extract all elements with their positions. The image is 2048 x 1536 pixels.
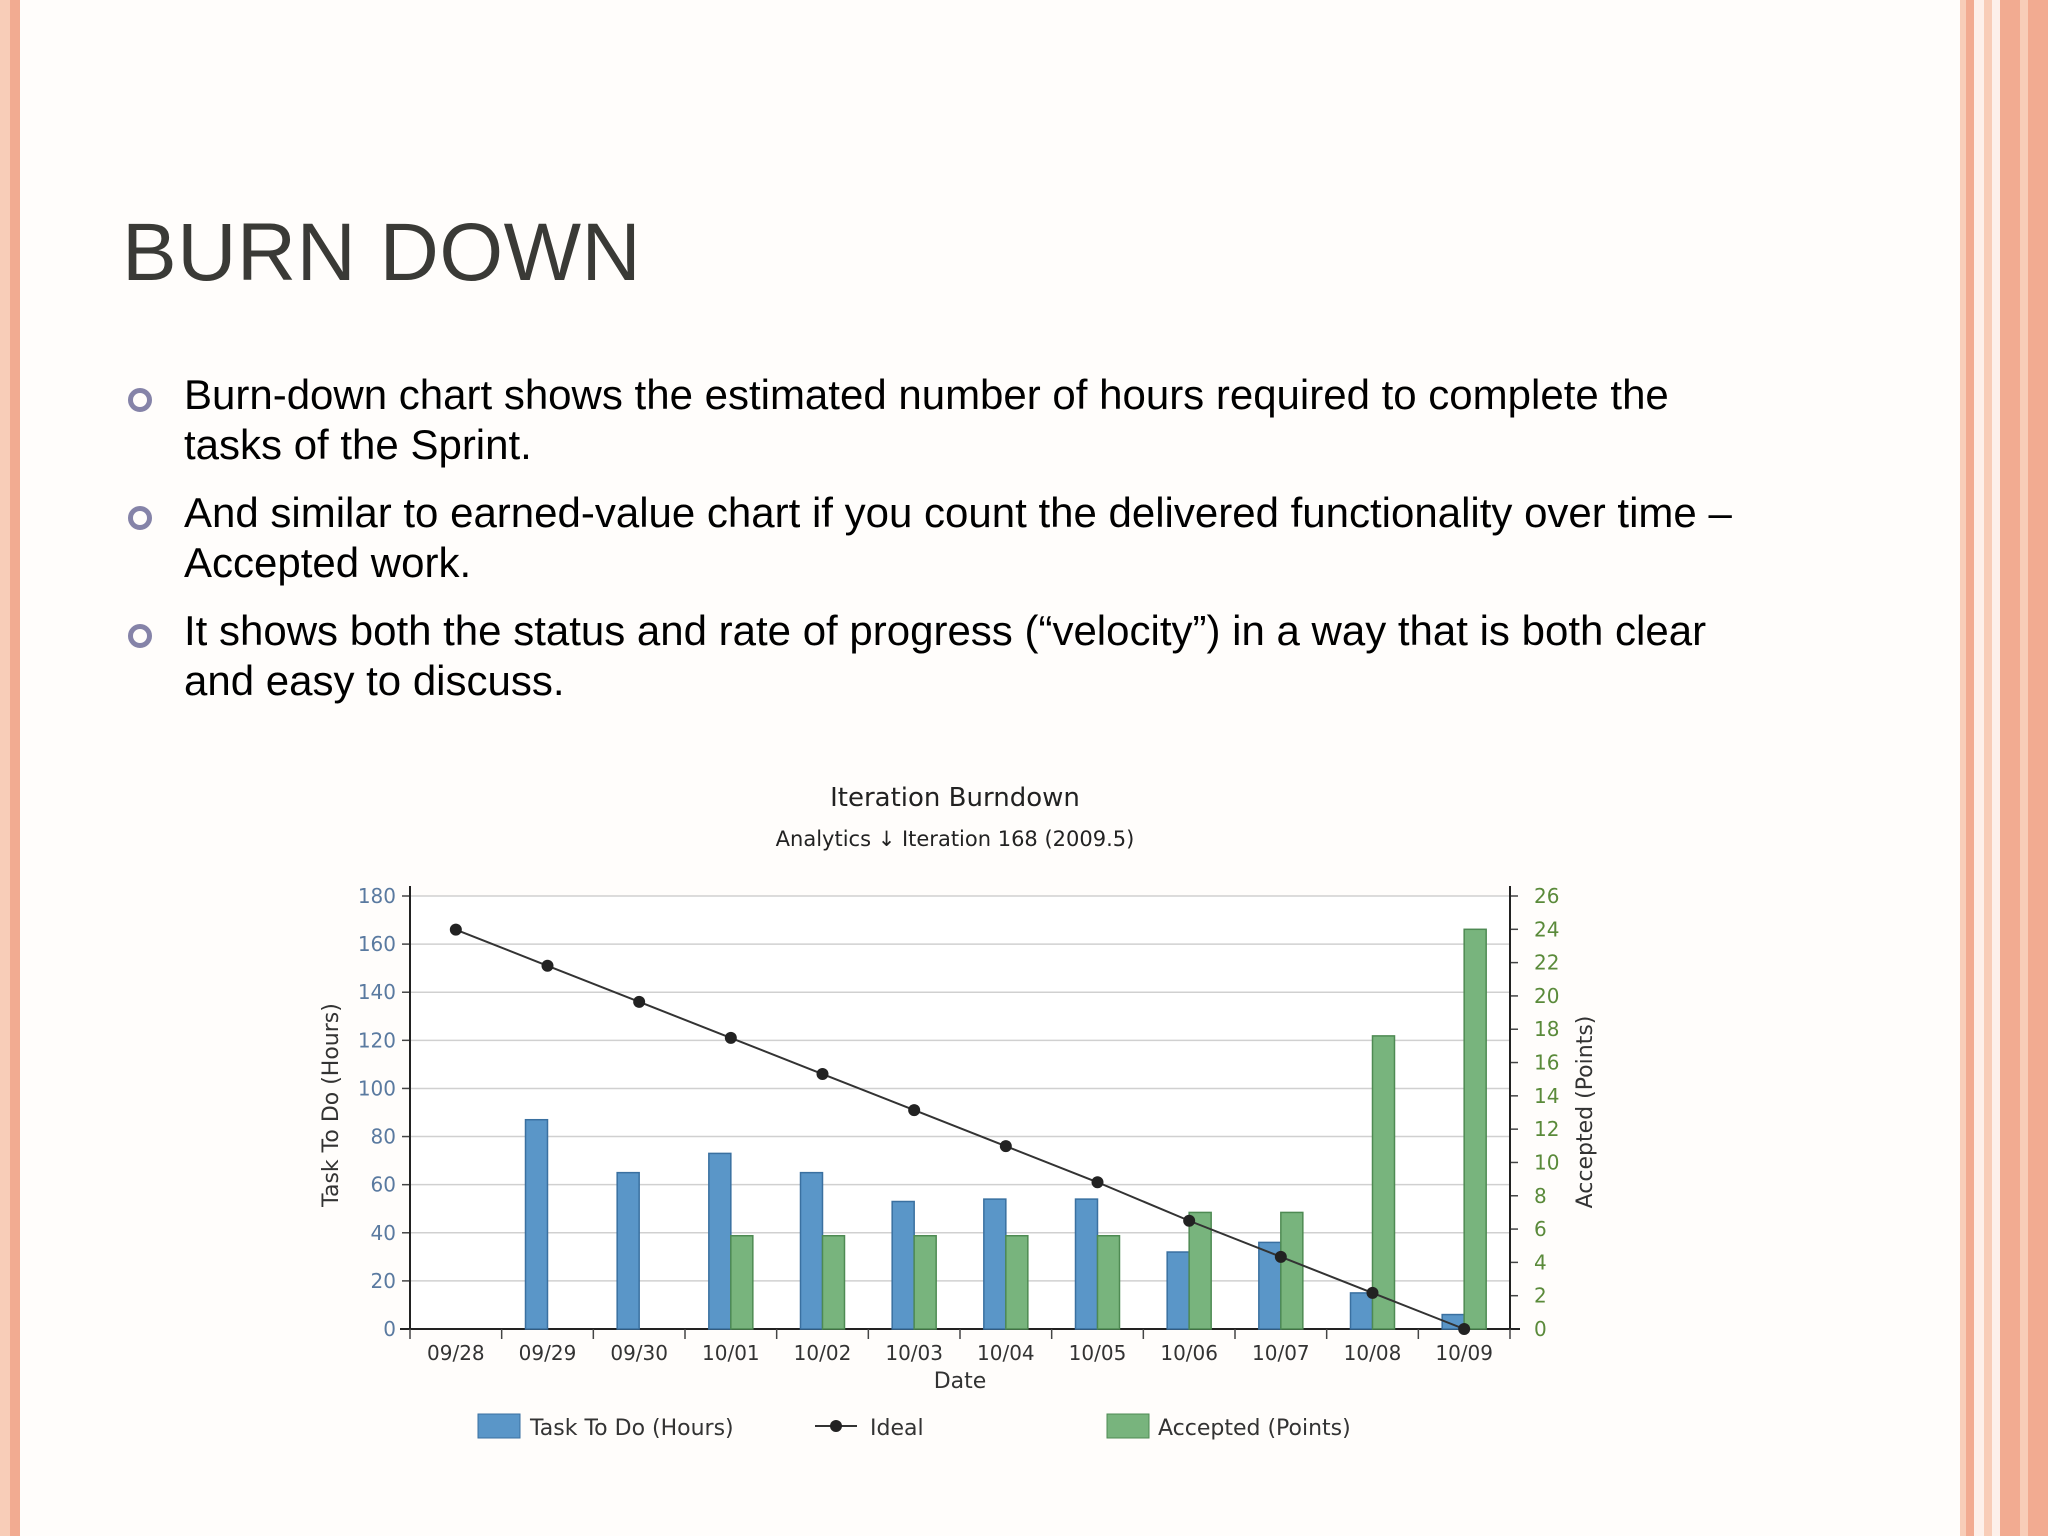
legend-swatch-task: [478, 1414, 520, 1438]
y-tick-label: 60: [370, 1172, 396, 1197]
ideal-point: [633, 996, 645, 1008]
bullet-text: Burn-down chart shows the estimated number of hours required to complete the tasks of the Sprint.: [184, 371, 1669, 468]
ideal-point: [817, 1068, 829, 1080]
y-tick-label: 120: [357, 1028, 396, 1053]
bar-accepted-points: [1189, 1212, 1211, 1329]
legend-label-task: Task To Do (Hours): [530, 1416, 734, 1441]
x-axis-title: Date: [933, 1369, 987, 1394]
y2-axis-title: Accepted (Points): [1573, 1015, 1598, 1209]
bar-task-hours: [801, 1173, 823, 1329]
y2-tick-label: 18: [1534, 1017, 1560, 1042]
y-tick-label: 40: [370, 1220, 396, 1245]
legend: [478, 1414, 1351, 1441]
bar-task-hours: [1351, 1293, 1373, 1329]
y-tick-label: 20: [370, 1268, 396, 1293]
bar-accepted-points: [1373, 1036, 1395, 1329]
y2-tick-label: 24: [1534, 917, 1560, 942]
ideal-point: [1275, 1251, 1287, 1263]
ideal-point: [1458, 1323, 1470, 1335]
legend-ideal-marker: [830, 1420, 842, 1432]
chart-subtitle: Analytics ↓ Iteration 168 (2009.5): [775, 827, 1135, 851]
y2-tick-label: 8: [1534, 1183, 1547, 1208]
ideal-point: [1092, 1176, 1104, 1188]
ideal-point: [1367, 1287, 1379, 1299]
y2-tick-label: 2: [1534, 1283, 1547, 1308]
y2-tick-label: 6: [1534, 1217, 1547, 1242]
bar-task-hours: [526, 1120, 548, 1329]
ideal-point: [1183, 1215, 1195, 1227]
bar-accepted-points: [1006, 1236, 1028, 1329]
bar-task-hours: [617, 1173, 639, 1329]
y-tick-label: 140: [357, 980, 396, 1005]
y2-tick-label: 4: [1534, 1250, 1547, 1275]
bar-accepted-points: [1464, 929, 1486, 1329]
x-tick-label: 09/30: [610, 1341, 668, 1365]
legend-label-ideal: Ideal: [870, 1416, 924, 1441]
x-tick-label: 10/03: [885, 1341, 943, 1365]
x-tick-label: 09/28: [427, 1341, 485, 1365]
ideal-point: [908, 1104, 920, 1116]
y2-tick-label: 10: [1534, 1150, 1560, 1175]
x-tick-label: 10/08: [1343, 1341, 1402, 1365]
y2-tick-label: 0: [1534, 1317, 1547, 1341]
bar-accepted-points: [1281, 1212, 1303, 1329]
bar-task-hours: [1076, 1199, 1098, 1329]
y-tick-label: 160: [357, 932, 396, 957]
plot-area: [358, 884, 1560, 1365]
slide-title: BURN DOWN: [122, 207, 642, 298]
legend-label-accepted: Accepted (Points): [1158, 1416, 1351, 1441]
x-tick-label: 10/09: [1435, 1341, 1493, 1365]
bar-task-hours: [892, 1202, 914, 1329]
legend-swatch-accepted: [1107, 1414, 1149, 1438]
bar-task-hours: [709, 1153, 731, 1329]
y2-tick-label: 20: [1534, 983, 1560, 1008]
ideal-point: [725, 1032, 737, 1044]
y2-tick-label: 22: [1534, 950, 1560, 975]
x-tick-label: 09/29: [518, 1341, 577, 1365]
y2-tick-label: 26: [1534, 884, 1560, 908]
x-tick-label: 10/02: [793, 1341, 852, 1365]
plot-background: [410, 896, 1510, 1329]
bar-accepted-points: [731, 1236, 753, 1329]
y2-tick-label: 16: [1534, 1050, 1560, 1075]
y-tick-label: 180: [357, 884, 396, 908]
x-tick-label: 10/01: [702, 1341, 760, 1365]
y2-tick-label: 12: [1534, 1117, 1560, 1142]
x-tick-label: 10/06: [1160, 1341, 1218, 1365]
bar-task-hours: [984, 1199, 1006, 1329]
y-axis-title: Task To Do (Hours): [319, 1003, 344, 1207]
y2-tick-label: 14: [1534, 1083, 1560, 1108]
ideal-point: [1000, 1140, 1012, 1152]
bullet-text: It shows both the status and rate of progress (“velocity”) in a way that is both clear and easy to discuss.: [184, 607, 1707, 704]
chart-title: Iteration Burndown: [830, 783, 1080, 813]
bar-accepted-points: [823, 1236, 845, 1329]
bar-accepted-points: [1098, 1236, 1120, 1329]
x-tick-label: 10/04: [977, 1341, 1035, 1365]
ideal-point: [542, 960, 554, 972]
bar-task-hours: [1167, 1252, 1189, 1329]
bullet-text: And similar to earned-value chart if you count the delivered functionality over time – Accepted work.: [184, 489, 1732, 586]
y-tick-label: 0: [383, 1317, 396, 1341]
x-tick-label: 10/05: [1068, 1341, 1127, 1365]
y-tick-label: 80: [370, 1124, 396, 1149]
x-tick-label: 10/07: [1252, 1341, 1310, 1365]
bar-accepted-points: [914, 1236, 936, 1329]
ideal-point: [450, 924, 462, 936]
y-tick-label: 100: [357, 1076, 396, 1101]
